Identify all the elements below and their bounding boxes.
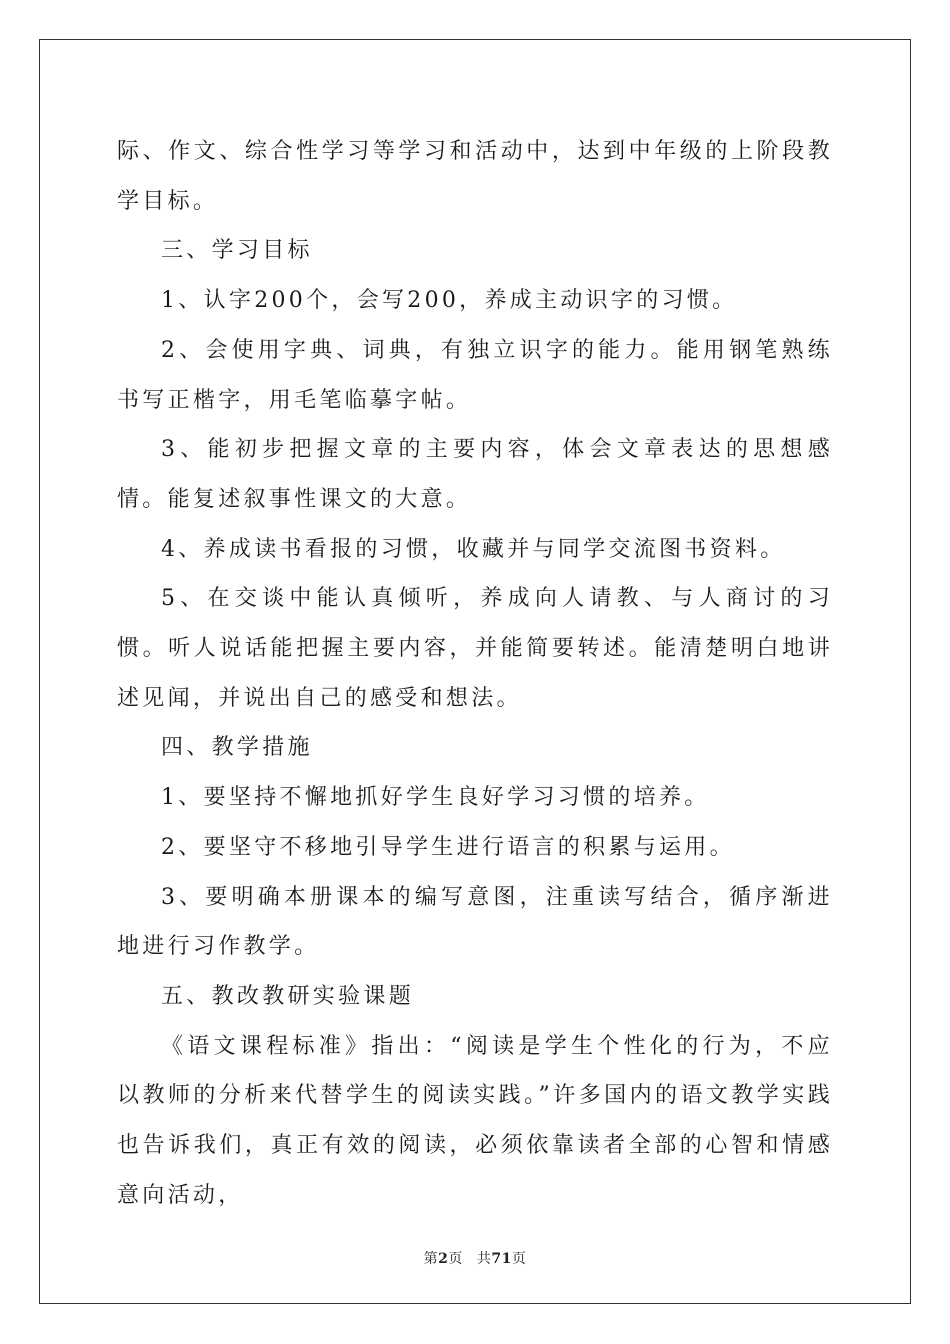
total-prefix: 共 (476, 1251, 492, 1267)
paragraph: 2、要坚守不移地引导学生进行语言的积累与运用。 (161, 834, 735, 860)
paragraph: 4、养成读书看报的习惯，收藏并与同学交流图书资料。 (161, 536, 786, 562)
page-number: 2 (438, 1251, 449, 1267)
document-body (117, 127, 833, 1220)
paragraph: 2、会使用字典、词典，有独立识字的能力。能用钢笔熟练书写正楷字，用毛笔临摹字帖。 (117, 337, 833, 413)
paragraph: 1、要坚持不懈地抓好学生良好学习习惯的培养。 (161, 785, 710, 811)
paragraph: 3、能初步把握文章的主要内容，体会文章表达的思想感情。能复述叙事性课文的大意。 (117, 437, 833, 512)
page-prefix: 第 (423, 1251, 439, 1267)
section-heading: 四、教学措施 (161, 735, 313, 761)
paragraph: 《语文课程标准》指出：“阅读是学生个性化的行为，不应以教师的分析来代替学生的阅读实践。”许多国内的语文教学实践也告诉我们，真正有效的阅读，必须依靠读者全部的心智和情感意向活动， (117, 1033, 833, 1208)
section-heading: 三、学习目标 (161, 238, 313, 264)
page-footer (0, 1248, 950, 1268)
paragraph: 际、作文、综合性学习等学习和活动中，达到中年级的上阶段教学目标。 (117, 139, 833, 214)
paragraph: 5、在交谈中能认真倾听，养成向人请教、与人商讨的习惯。听人说话能把握主要内容，并能简要转述。能清楚明白地讲述见闻，并说出自己的感受和想法。 (117, 586, 833, 711)
page-suffix: 页 (448, 1251, 463, 1267)
total-pages: 71 (491, 1251, 512, 1267)
paragraph: 3、要明确本册课本的编写意图，注重读写结合，循序渐进地进行习作教学。 (117, 884, 833, 960)
paragraph: 1、认字200个，会写200，养成主动识字的习惯。 (161, 288, 738, 314)
section-heading: 五、教改教研实验课题 (161, 983, 415, 1009)
total-suffix: 页 (511, 1251, 527, 1267)
